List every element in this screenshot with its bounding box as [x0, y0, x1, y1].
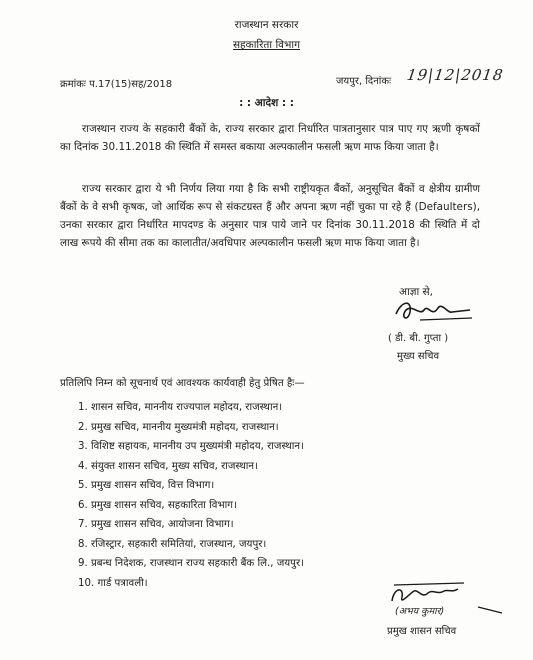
- reference-number: क्रमांकः प.17(15)सह/2018: [60, 79, 173, 90]
- list-item: 2. प्रमुख सचिव, माननीय मुख्यमंत्री महोदय, राजस्थान।: [78, 421, 279, 433]
- order-paragraph-2: राज्य सरकार द्वारा ये भी निर्णय लिया गया है कि सभी राष्ट्रीयकृत बैंकों, अनुसूचित बैंकों व क्षेत्रीय ग्रामीण बैंकों के वे सभी कृषक, जो आर्थिक रूप से संकटग्रस्त हैं और अपना ऋण नहीं चुका पा रहे हैं (Defaulters), उनका सरकार द्वारा निर्धारित मापदण्ड के अनुसार पात्र पाये जाने पर दिनांक 30.11.2018 की स्थिति में दो लाख रूपये की सीमा तक का कालातीत/अवधिपार अल्पकालीन फसली ऋण माफ किया जाता है।: [60, 183, 480, 249]
- list-item: 1. शासन सचिव, माननीय राज्यपाल महोदय, राजस्थान।: [78, 402, 283, 413]
- department-heading: सहकारिता विभाग: [232, 39, 301, 51]
- chief-secretary-signature: [390, 296, 480, 328]
- list-item: 10. गार्ड पत्रावली।: [78, 577, 148, 589]
- list-item: 6. प्रमुख शासन सचिव, सहकारिता विभाग।: [78, 499, 237, 511]
- list-item: 4. संयुक्त शासन सचिव, मुख्य सचिव, राजस्थान।: [78, 460, 258, 472]
- place-date-label: जयपुर, दिनांकः: [336, 76, 392, 87]
- list-item: 8. रजिस्ट्रार, सहकारी समितियां, राजस्थान, जयपुर।: [78, 538, 267, 550]
- order-paragraph-1: राजस्थान राज्य के सहकारी बैंकों के, राज्य सरकार द्वारा निर्धारित पात्रतानुसार पात्र पाए गए ऋणी कृषकों का दिनांक 30.11.2018 की स्थिति में समस्त बकाया अल्पकालीन फसली ऋण माफ किया जाता है।: [60, 123, 480, 153]
- chief-secretary-designation: मुख्य सचिव: [397, 351, 440, 362]
- government-heading: राजस्थान सरकार: [234, 19, 299, 31]
- list-item: 3. विशिष्ट सहायक, माननीय उप मुख्यमंत्री महोदय, राजस्थान।: [78, 441, 304, 452]
- list-item: 7. प्रमुख शासन सचिव, आयोजना विभाग।: [78, 519, 234, 530]
- principal-secretary-name: (अभय कुमार): [395, 606, 445, 617]
- list-item: 9. प्रबन्ध निदेशक, राजस्थान राज्य सहकारी बैंक लि., जयपुर।: [78, 558, 304, 569]
- order-title: : : आदेश : :: [239, 97, 294, 109]
- copy-recipient-list: [78, 398, 304, 593]
- by-order-label: आज्ञा से,: [399, 286, 433, 298]
- chief-secretary-name: ( डी. बी. गुप्ता ): [388, 333, 449, 344]
- handwritten-date: 19|12|2018: [405, 66, 505, 84]
- principal-secretary-designation: प्रमुख शासन सचिव: [387, 626, 457, 637]
- copy-intro: प्रतिलिपि निम्न को सूचनार्थ एवं आवश्यक कार्यवाही हेतु प्रेषित हैः—: [60, 378, 305, 389]
- list-item: 5. प्रमुख शासन सचिव, वित्त विभाग।: [78, 480, 215, 491]
